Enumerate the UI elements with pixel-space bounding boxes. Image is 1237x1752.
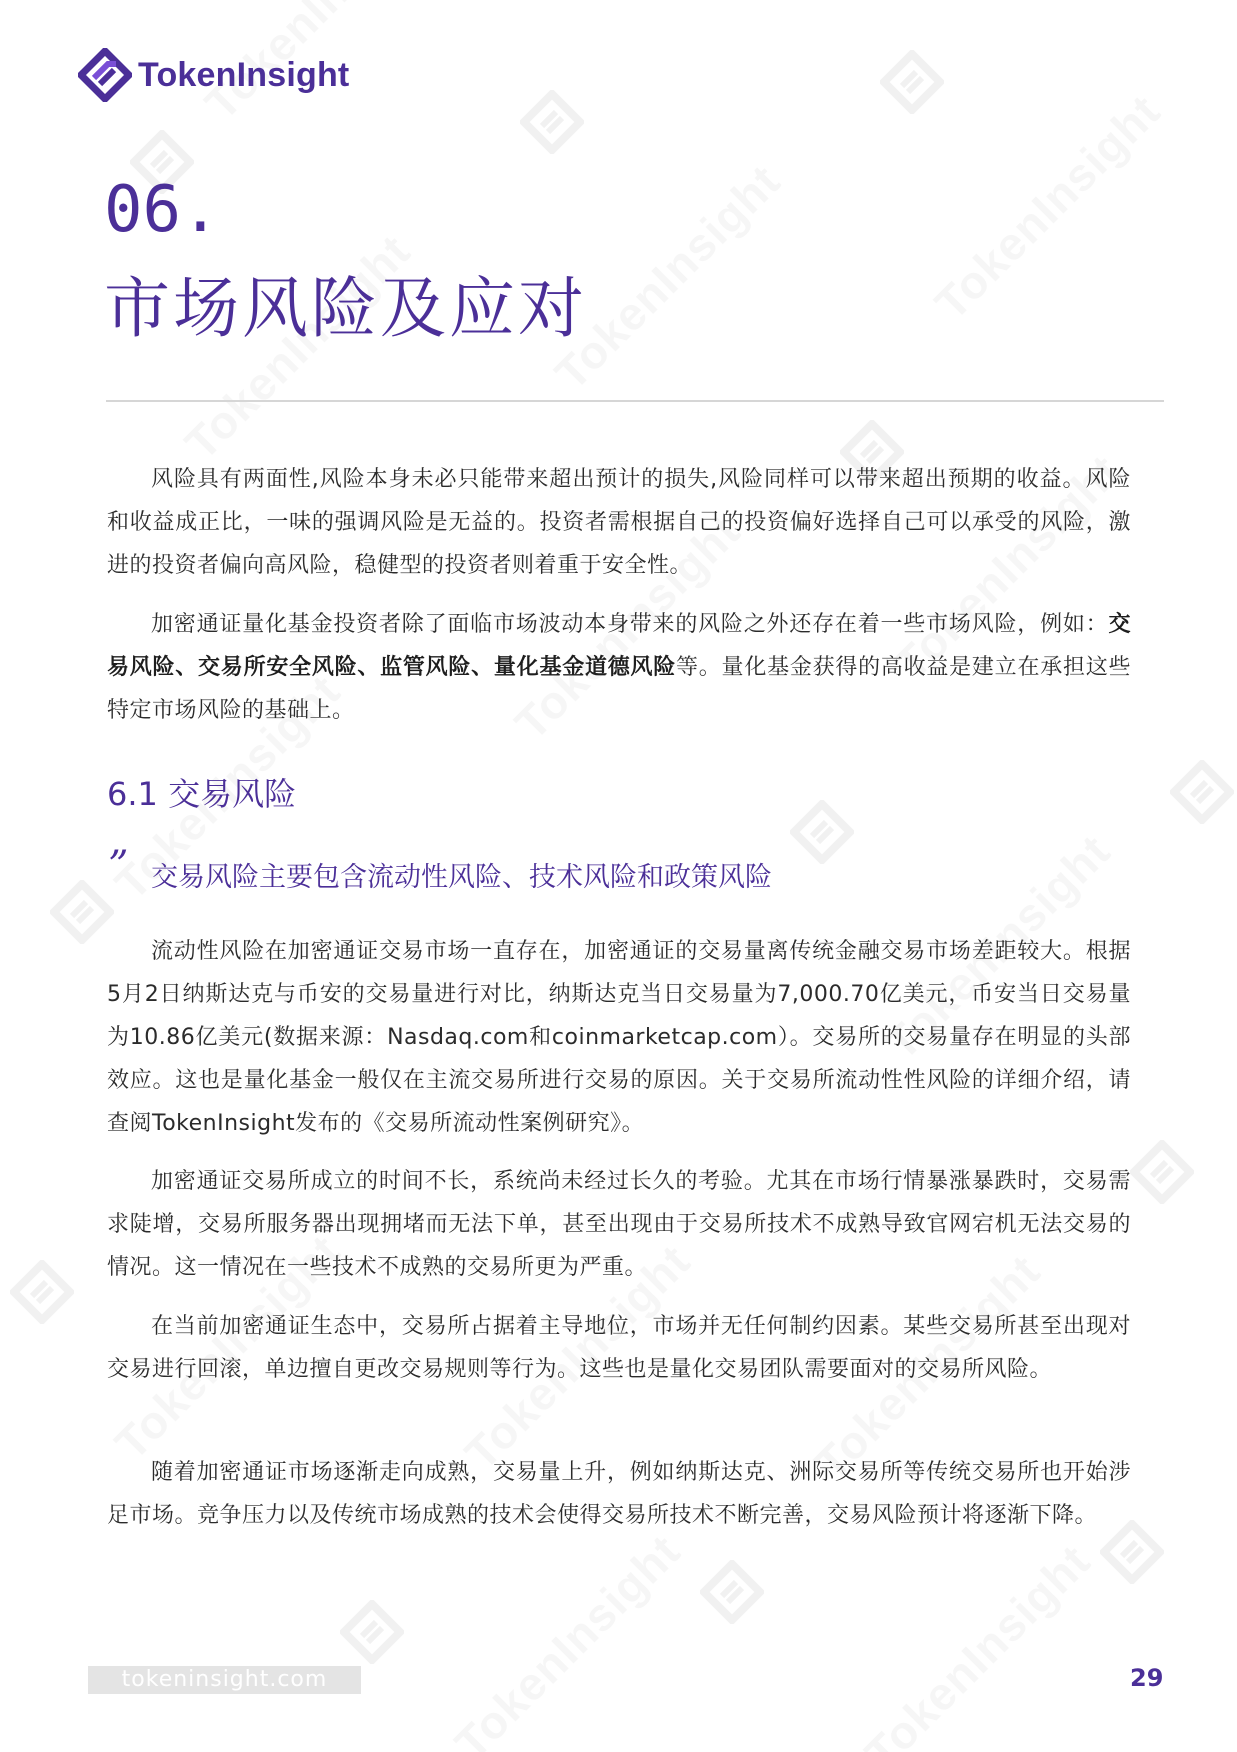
chapter-title: 市场风险及应对 (104, 270, 587, 347)
body-paragraph-liquidity: 流动性风险在加密通证交易市场一直存在，加密通证的交易量离传统金融交易市场差距较大。根据5月2日纳斯达克与币安的交易量进行对比，纳斯达克当日交易量为7,000.70亿美元，币安当日交易量为10.86亿美元(数据来源：Nasdaq.com和coinmarketcap.com）。交易所的交易量存在明显的头部效应。这也是量化基金一般仅在主流交易所进行交易的原因。关于交易所流动性性风险的详细介绍，请查阅TokenInsight发布的《交易所流动性案例研究》。 (107, 939, 1131, 1136)
body-paragraph-exchange: 在当前加密通证生态中，交易所占据着主导地位，市场并无任何制约因素。某些交易所甚至出现对交易进行回滚，单边擅自更改交易规则等行为。这些也是量化交易团队需要面对的交易所风险。 (107, 1314, 1131, 1382)
watermark-logo-icon (520, 90, 584, 154)
intro-paragraph-2-tail: 等。量化基金获得的高收益是建立在承担这些特定市场风险的基础上。 (107, 655, 1131, 723)
brand-logo (78, 48, 349, 102)
footer-url: tokeninsight.com (88, 1666, 361, 1694)
watermark-text (924, 84, 1171, 331)
page-number: 29 (1130, 1664, 1164, 1692)
watermark-logo-icon (700, 1560, 764, 1624)
watermark-logo-icon (50, 880, 114, 944)
intro-paragraph-1: 风险具有两面性,风险本身未必只能带来超出预计的损失,风险同样可以带来超出预期的收益。风险和收益成正比，一味的强调风险是无益的。投资者需根据自己的投资偏好选择自己可以承受的风险，激进的投资者偏向高风险，稳健型的投资者则着重于安全性。 (107, 467, 1131, 578)
intro-paragraph-2-lead: 加密通证量化基金投资者除了面临市场波动本身带来的风险之外还存在着一些市场风险，例如： (151, 612, 1109, 637)
watermark-text (174, 224, 421, 471)
watermark-text (854, 1534, 1101, 1752)
chapter-number: 06. (104, 173, 220, 247)
quote-mark-icon: ” (108, 843, 129, 889)
section-subheading: 交易风险主要包含流动性风险、技术风险和政策风险 (151, 862, 772, 893)
intro-paragraph-2 (107, 603, 1131, 732)
tokeninsight-logo-icon (78, 48, 132, 102)
risk-types-bold: 交易风险、交易所安全风险、监管风险、量化基金道德风险 (107, 612, 1131, 680)
watermark-logo-icon (340, 1600, 404, 1664)
watermark-logo-icon (880, 50, 944, 114)
section-heading: 6.1 交易风险 (107, 775, 297, 813)
watermark-logo-icon (1170, 760, 1234, 824)
watermark-text (444, 1524, 691, 1752)
body-paragraph-technical: 加密通证交易所成立的时间不长，系统尚未经过长久的考验。尤其在市场行情暴涨暴跌时，交易需求陡增，交易所服务器出现拥堵而无法下单，甚至出现由于交易所技术不成熟导致官网宕机无法交易的情况。这一情况在一些技术不成熟的交易所更为严重。 (107, 1169, 1131, 1280)
watermark-logo-icon (790, 800, 854, 864)
logo-text: TokenInsight (138, 55, 350, 94)
title-divider (106, 400, 1164, 402)
body-paragraph-outlook: 随着加密通证市场逐渐走向成熟，交易量上升，例如纳斯达克、洲际交易所等传统交易所也开始涉足市场。竞争压力以及传统市场成熟的技术会使得交易所技术不断完善，交易风险预计将逐渐下降。 (107, 1460, 1131, 1528)
watermark-logo-icon (1130, 1140, 1194, 1204)
watermark-logo-icon (10, 1260, 74, 1324)
